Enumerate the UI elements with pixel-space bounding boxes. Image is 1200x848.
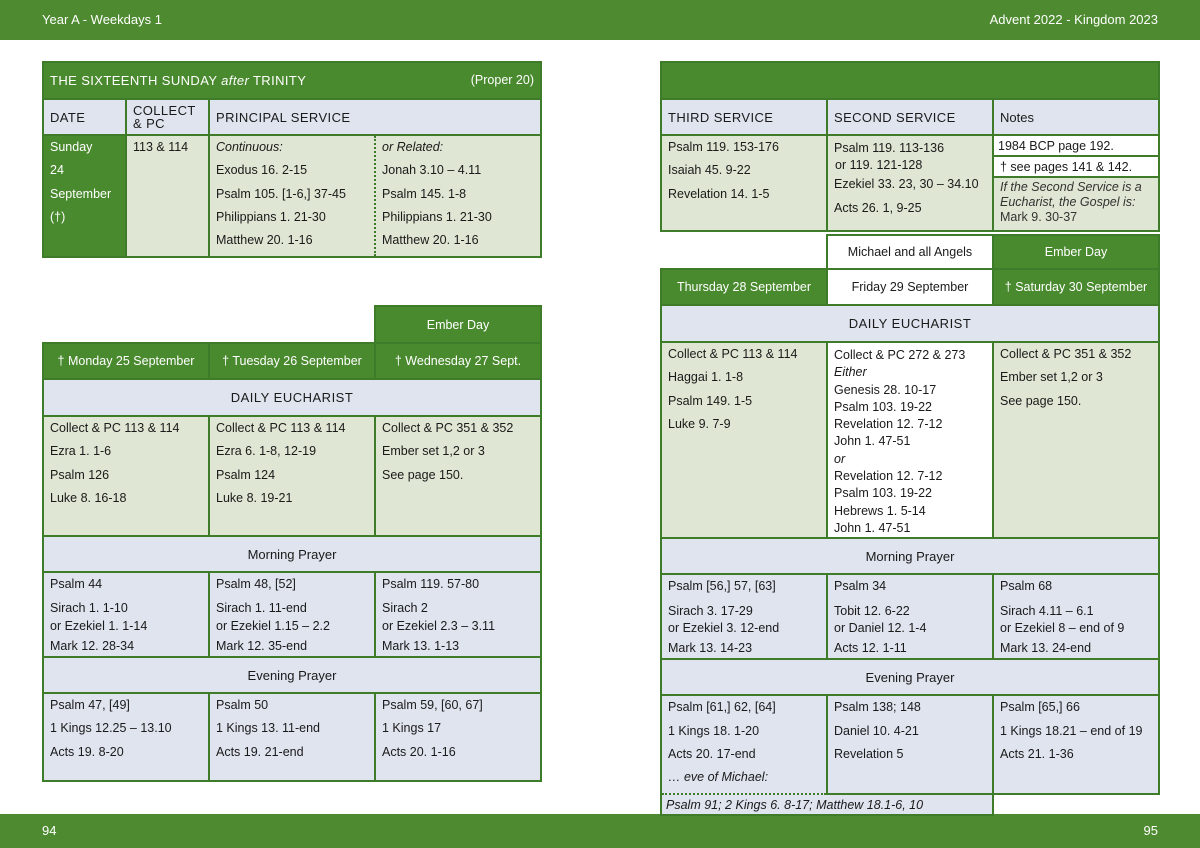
reading: Haggai 1. 1-8 [668, 370, 744, 385]
reading: Psalm 138; 148 [834, 700, 921, 715]
header-right: Advent 2022 - Kingdom 2023 [989, 12, 1158, 27]
reading: See page 150. [382, 467, 464, 482]
header-band [0, 0, 1200, 40]
reading: 1 Kings 17 [382, 721, 442, 736]
morning-monday [43, 572, 209, 657]
reading: Ezekiel 33. 23, 30 – 34.10 [834, 177, 979, 192]
reading: Philippians 1. 21-30 [382, 209, 492, 224]
note-gospel: Mark 9. 30-37 [1000, 210, 1078, 224]
reading-alt: or 119. 121-128 [835, 158, 923, 173]
evening-tuesday [209, 693, 375, 781]
reading: Collect & PC 351 & 352 [382, 421, 514, 435]
reading: Psalm 48, [52] [216, 577, 296, 591]
day-header-friday: Friday 29 September [827, 269, 993, 305]
reading: Mark 12. 28-34 [50, 638, 135, 653]
reading: Psalm 47, [49] [50, 698, 130, 712]
page-number-left: 94 [42, 823, 57, 838]
day-header-saturday: † Saturday 30 September [993, 269, 1159, 305]
reading: Collect & PC 113 & 114 [668, 347, 798, 361]
evening-wednesday [375, 693, 541, 781]
notes-cell [993, 135, 1159, 231]
evening-friday [827, 695, 993, 794]
eucharist-saturday [993, 342, 1159, 538]
eve-of-michael-readings: Psalm 91; 2 Kings 6. 8-17; Matthew 18.1-6, 10 [661, 794, 993, 815]
reading: Psalm [61,] 62, [64] [668, 700, 776, 715]
continuation-title-row [661, 62, 1159, 99]
reading: Sirach 1. 11-end [216, 601, 307, 616]
eucharist-wednesday [375, 416, 541, 536]
reading: Mark 13. 1-13 [382, 638, 460, 653]
reading: Genesis 28. 10-17 [834, 382, 937, 397]
evening-saturday [993, 695, 1159, 794]
reading: Psalm 103. 19-22 [834, 399, 932, 414]
reading: Mark 12. 35-end [216, 638, 308, 653]
reading: Sirach 2 [382, 601, 428, 616]
sunday-title: THE SIXTEENTH SUNDAY after TRINITY [50, 73, 307, 88]
second-service-cell [827, 135, 993, 231]
evening-thursday [661, 695, 827, 794]
date-line: (†) [50, 209, 66, 224]
daily-eucharist-heading: DAILY EUCHARIST [43, 379, 541, 416]
reading-alt: or Ezekiel 1. 1-14 [50, 618, 148, 633]
related-label: or Related: [382, 140, 444, 154]
reading: Hebrews 1. 5-14 [834, 503, 926, 518]
reading: Psalm 126 [50, 467, 110, 482]
reading: Luke 8. 16-18 [50, 490, 127, 505]
reading: Collect & PC 351 & 352 [1000, 347, 1132, 361]
evening-monday [43, 693, 209, 781]
reading: See page 150. [1000, 393, 1082, 408]
reading: Psalm 119. 57-80 [382, 577, 480, 591]
reading: Revelation 12. 7-12 [834, 417, 943, 432]
reading: Psalm 103. 19-22 [834, 486, 932, 501]
related-cell [375, 135, 541, 257]
eucharist-friday [827, 342, 993, 538]
reading: Ezra 6. 1-8, 12-19 [216, 444, 317, 459]
reading: Tobit 12. 6-22 [834, 603, 910, 618]
col-principal-header: PRINCIPAL SERVICE [209, 99, 541, 135]
reading: Mark 13. 14-23 [668, 640, 753, 655]
reading: Jonah 3.10 – 4.11 [382, 163, 482, 178]
either-label: Either [834, 365, 867, 380]
evening-prayer-heading: Evening Prayer [43, 657, 541, 693]
day-header-tuesday: † Tuesday 26 September [209, 343, 375, 379]
reading: Collect & PC 272 & 273 [834, 348, 966, 362]
reading-alt: or Ezekiel 2.3 – 3.11 [382, 618, 496, 633]
col-collect-header: COLLECT & PC [126, 99, 209, 135]
weekday-table-left [42, 305, 542, 782]
day-header-wednesday: † Wednesday 27 Sept. [375, 343, 541, 379]
col-third-header: THIRD SERVICE [661, 99, 827, 135]
date-line: Sunday [50, 140, 93, 154]
reading: Acts 19. 21-end [216, 744, 304, 759]
proper-label: (Proper 20) [470, 73, 534, 87]
reading: Psalm [65,] 66 [1000, 700, 1080, 715]
sunday-title-row [43, 62, 541, 99]
reading: Psalm [56,] 57, [63] [668, 579, 776, 594]
sunday-table [42, 61, 542, 258]
reading: Collect & PC 113 & 114 [216, 421, 346, 435]
reading-alt: or Ezekiel 3. 12-end [668, 620, 780, 635]
note-eucharist: If the Second Service is a Eucharist, the Gospel is: [1000, 180, 1142, 209]
reading: Revelation 12. 7-12 [834, 469, 943, 484]
reading: Psalm 59, [60, 67] [382, 698, 483, 712]
reading: Ember set 1,2 or 3 [382, 444, 485, 459]
morning-thursday [661, 574, 827, 659]
daily-eucharist-heading: DAILY EUCHARIST [661, 305, 1159, 342]
reading: Psalm 119. 153-176 [668, 140, 779, 154]
reading: Psalm 119. 113-136 [834, 141, 945, 155]
morning-wednesday [375, 572, 541, 657]
reading: Psalm 44 [50, 577, 103, 591]
reading: Psalm 50 [216, 698, 269, 712]
reading: Ember set 1,2 or 3 [1000, 370, 1103, 385]
reading: John 1. 47-51 [834, 434, 911, 449]
reading: Acts 20. 1-16 [382, 744, 456, 759]
reading: Acts 20. 17-end [668, 746, 756, 761]
ember-day-label-sat: Ember Day [993, 235, 1159, 269]
reading: Collect & PC 113 & 114 [50, 421, 180, 435]
or-label: or [834, 451, 846, 466]
date-line: September [50, 186, 112, 201]
sunday-collect-cell [126, 135, 209, 257]
morning-tuesday [209, 572, 375, 657]
reading: Ezra 1. 1-6 [50, 444, 112, 459]
col-date-header: DATE [43, 99, 126, 135]
morning-friday [827, 574, 993, 659]
reading: Revelation 5 [834, 746, 904, 761]
reading: Matthew 20. 1-16 [382, 233, 479, 248]
reading-alt: or Daniel 12. 1-4 [834, 620, 927, 635]
reading: 1 Kings 18.21 – end of 19 [1000, 723, 1143, 738]
sunday-continuation-table [660, 61, 1160, 232]
reading: Psalm 149. 1-5 [668, 393, 753, 408]
reading: Matthew 20. 1-16 [216, 233, 313, 248]
eucharist-monday [43, 416, 209, 536]
reading: Sirach 4.11 – 6.1 [1000, 603, 1094, 618]
reading: Psalm 145. 1-8 [382, 186, 467, 201]
reading-alt: or Ezekiel 1.15 – 2.2 [216, 618, 330, 633]
third-service-cell [661, 135, 827, 231]
weekday-table-right [660, 234, 1160, 816]
reading: Psalm 124 [216, 467, 276, 482]
reading: Daniel 10. 4-21 [834, 723, 919, 738]
reading: Isaiah 45. 9-22 [668, 163, 751, 178]
eve-of-michael-label: … eve of Michael: [668, 770, 769, 785]
eucharist-tuesday [209, 416, 375, 536]
reading: Psalm 34 [834, 579, 887, 594]
reading: Luke 9. 7-9 [668, 416, 731, 431]
reading-alt: or Ezekiel 8 – end of 9 [1000, 620, 1125, 635]
evening-prayer-heading: Evening Prayer [661, 659, 1159, 695]
reading: 1 Kings 13. 11-end [216, 721, 321, 736]
day-header-monday: † Monday 25 September [43, 343, 209, 379]
day-header-thursday: Thursday 28 September [661, 269, 827, 305]
footer-band [0, 814, 1200, 848]
reading: Exodus 16. 2-15 [216, 163, 308, 178]
reading: John 1. 47-51 [834, 520, 911, 535]
reading: Revelation 14. 1-5 [668, 186, 770, 201]
reading: Mark 13. 24-end [1000, 640, 1092, 655]
date-line: 24 [50, 163, 64, 178]
reading: 1 Kings 18. 1-20 [668, 723, 760, 738]
morning-prayer-heading: Morning Prayer [43, 536, 541, 572]
page-number-right: 95 [1143, 823, 1158, 838]
eucharist-thursday [661, 342, 827, 538]
reading: 1 Kings 12.25 – 13.10 [50, 721, 172, 736]
note-pages: † see pages 141 & 142. [994, 157, 1158, 178]
morning-prayer-heading: Morning Prayer [661, 538, 1159, 574]
morning-saturday [993, 574, 1159, 659]
reading: Sirach 3. 17-29 [668, 603, 753, 618]
reading: Acts 26. 1, 9-25 [834, 200, 922, 215]
reading: Philippians 1. 21-30 [216, 209, 326, 224]
reading: Acts 19. 8-20 [50, 744, 124, 759]
continuous-label: Continuous: [216, 140, 283, 154]
col-notes-header: Notes [993, 99, 1159, 135]
reading: Luke 8. 19-21 [216, 490, 293, 505]
reading: Psalm 105. [1-6,] 37-45 [216, 186, 346, 201]
note-bcp: 1984 BCP page 192. [994, 136, 1158, 157]
reading: Acts 21. 1-36 [1000, 746, 1074, 761]
michael-label: Michael and all Angels [827, 235, 993, 269]
reading: Psalm 68 [1000, 579, 1053, 594]
reading: Acts 12. 1-11 [834, 640, 907, 655]
collect-value: 113 & 114 [133, 140, 189, 154]
sunday-date-cell [43, 135, 126, 257]
reading: Sirach 1. 1-10 [50, 601, 128, 616]
continuous-cell [209, 135, 375, 257]
ember-day-label-wed: Ember Day [375, 306, 541, 343]
col-second-header: SECOND SERVICE [827, 99, 993, 135]
header-left: Year A - Weekdays 1 [42, 12, 162, 27]
